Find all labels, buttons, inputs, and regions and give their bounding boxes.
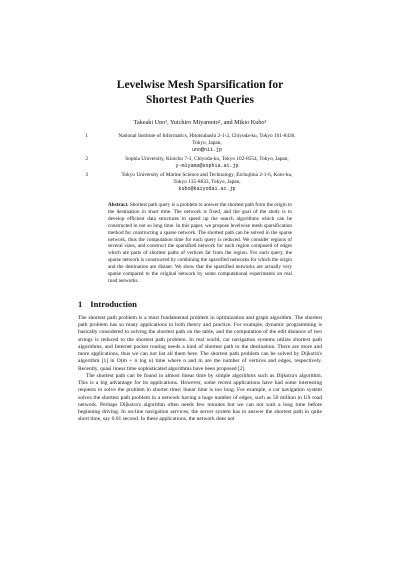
paper-title: [78, 78, 322, 108]
affiliations: [78, 133, 322, 193]
title-line-1: Levelwise Mesh Sparsification for: [116, 79, 284, 91]
affiliation-line: National Institute of Informatics, Hitotsubashi 2-1-2, Chiyoda-ku, Tokyo 101-8430,: [118, 133, 296, 139]
section-title: Introduction: [90, 298, 137, 309]
affiliation-3: [78, 172, 322, 193]
author-list: Takeaki Uno¹, Yuichiro Miyamoto², and Mikio Kubo³: [133, 119, 267, 126]
abstract: [108, 202, 292, 285]
title-line-2: Shortest Path Queries: [146, 94, 254, 106]
section-number: 1: [78, 298, 83, 309]
affiliation-line: Sophia University, Kioicho 7-1, Chiyoda-ku, Tokyo 102-8554, Tokyo, Japan,: [125, 156, 289, 162]
body-paragraph: The shortest path problem is a most fundamental problem in optimization and graph algorithm. The shortest path problem has so many applications in both theory and practice. For example, dynamic programming is basically considered to solving the shortest path on the table, and the computation of the edit distance of two strings is reduced to the shortest path problem. In real world, car navigation systems utilize shortest path algorithms, and Internet packet routing needs a kind of shortest path to the destination. There are more and more applications, thus we can not list all them here. The shortest path problem can be solved by Dijkstra's algorithm [1] in O(m + n log n) time where n and m are the number of vertices and edges, respectively. Recently, quasi linear time sophisticated algorithms have been proposed [2].: [78, 314, 322, 372]
affiliation-email: y-miyamo@sophia.ac.jp: [175, 163, 239, 169]
affiliation-email: uno@nii.jp: [191, 147, 222, 153]
section-heading: [78, 299, 322, 309]
affiliation-number: 3: [85, 172, 88, 178]
abstract-text: Shortest path query is a problem to answer the shortest path from the origin to the destination in short time. The network is fixed, and the goal of the study is to develop efficient data structures to speed up the search algorithms which can be constructed in not so long time. In this paper, we propose levelwise mesh sparsification method for constructing a sparse network. The shortest path can be solved in the sparse network, thus the computation time for each query is reduced. We consider regions of several sizes, and construct the sparsified network for each region composed of edges which are parts of shortest paths of vertices far from the region. For each query, the sparse network is constructed by combining the sparsified networks for which the origin and the destination are distant. We show that the sparsified networks are actually very sparse compared to the original network by some computational experiments on real road networks.: [108, 202, 292, 284]
affiliation-number: 2: [85, 156, 88, 162]
affiliation-line: Tokyo, Japan,: [192, 140, 222, 146]
affiliation-email: kubo@kaiyodai.ac.jp: [178, 186, 236, 192]
affiliation-number: 1: [85, 133, 88, 139]
affiliation-line: Tokyo 135-8633, Tokyo, Japan,: [173, 179, 241, 185]
affiliation-1: [78, 133, 322, 154]
affiliation-2: [78, 156, 322, 170]
body-paragraph: The shortest path can be found in almost linear time by simple algorithms such as Dijkstra's algorithm. This is a big advantage for its applications. However, some recent applications have had some interesting requests to solve the problem in shorter time; linear time is too long. For example, a car navigation system solves the shortest path problem in a network having a huge number of edges, such as 50 million in US road network. Perhaps Dijkstra's algorithm often needs few minutes but we can not wait a long time before beginning driving. In on-line navigation services, the server system has to answer the shortest path in quite short time, say 0.01 second. In these applications, the network does not: [78, 372, 322, 423]
abstract-label: Abstract.: [108, 202, 129, 208]
affiliation-line: Tokyo University of Marine Science and Technology, Etchujima 2-1-6, Koto-ku,: [121, 172, 293, 178]
